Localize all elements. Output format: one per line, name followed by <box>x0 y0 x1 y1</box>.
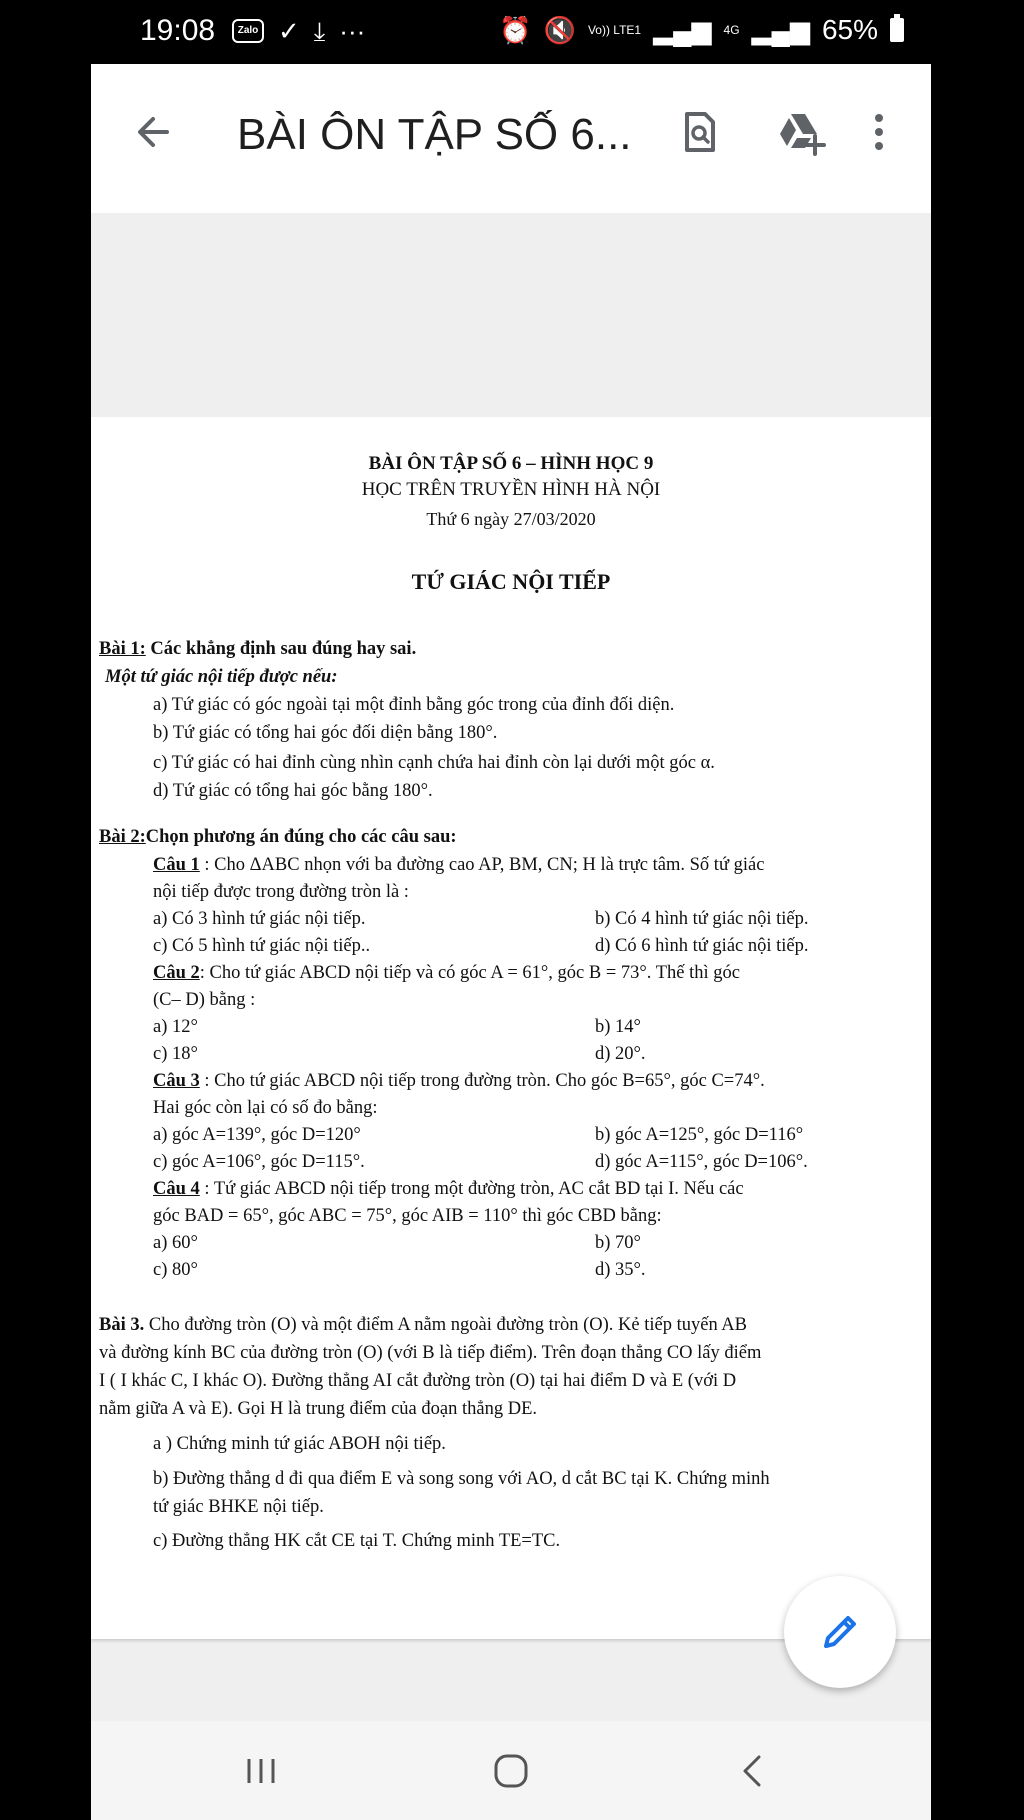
find-in-page-icon <box>669 102 729 162</box>
more-vert-icon <box>865 102 925 162</box>
home-button[interactable] <box>489 1749 533 1793</box>
cau1-option-d: d) Có 6 hình tứ giác nội tiếp. <box>595 936 809 956</box>
bai1-item-b: b) Tứ giác có tổng hai góc đối diện bằng 180°. <box>153 723 498 743</box>
volte-indicator: Vo)) LTE1 <box>587 23 642 37</box>
doc-header-title: BÀI ÔN TẬP SỐ 6 – HÌNH HỌC 9 <box>368 453 654 474</box>
cau2-option-d: d) 20°. <box>595 1044 646 1064</box>
cau2-option-a: a) 12° <box>153 1017 198 1037</box>
home-icon <box>489 1749 533 1793</box>
pencil-icon <box>818 1610 862 1654</box>
pdf-viewer-app <box>91 64 931 1820</box>
status-bar <box>0 0 1024 64</box>
status-time: 19:08 <box>140 14 216 47</box>
bai3-line1: Bài 3. Cho đường tròn (O) và một điểm A nằm ngoài đường tròn (O). Kẻ tiếp tuyến AB <box>99 1315 748 1335</box>
cau3-line2: Hai góc còn lại có số đo bằng: <box>153 1098 378 1118</box>
signal-icon: ▂▄▆ <box>653 15 712 45</box>
find-in-document-button[interactable] <box>669 102 729 162</box>
cau2-option-c: c) 18° <box>153 1044 198 1064</box>
bai3-part-a: a ) Chứng minh tứ giác ABOH nội tiếp. <box>153 1434 446 1454</box>
cau3-option-a: a) góc A=139°, góc D=120° <box>153 1125 361 1145</box>
cau2-line2: (C– D) bằng : <box>153 990 256 1010</box>
battery-percent: 65% <box>821 14 878 45</box>
bai2-heading: Bài 2:Chọn phương án đúng cho các câu sau: <box>99 827 457 847</box>
bai1-item-a: a) Tứ giác có góc ngoài tại một đỉnh bằng góc trong của đỉnh đối diện. <box>153 695 675 715</box>
cau4-option-c: c) 80° <box>153 1260 198 1280</box>
cau1-line1: Câu 1 : Cho ΔABC nhọn với ba đường cao AP, BM, CN; H là trực tâm. Số tứ giác <box>153 855 765 875</box>
signal-icon-2: ▂▄▆ <box>751 15 810 45</box>
cau4-option-a: a) 60° <box>153 1233 198 1253</box>
notification-icons <box>232 16 365 46</box>
bai3-line3: I ( I khác C, I khác O). Đường thẳng AI cắt đường tròn (O) tại hai điểm D và E (với D <box>99 1371 737 1391</box>
bai3-line4: nằm giữa A và E). Gọi H là trung điểm của đoạn thẳng DE. <box>99 1399 537 1419</box>
bai3-line2: và đường kính BC của đường tròn (O) (với B là tiếp điểm). Trên đoạn thẳng CO lấy điểm <box>99 1343 762 1363</box>
recent-apps-icon <box>239 1749 283 1793</box>
add-to-drive-button[interactable] <box>771 102 831 162</box>
bai1-heading: Bài 1: Các khẳng định sau đúng hay sai. <box>99 639 417 659</box>
chevron-left-icon <box>731 1749 775 1793</box>
arrow-back-icon <box>125 102 185 162</box>
cau3-option-d: d) góc A=115°, góc D=106°. <box>595 1152 808 1172</box>
download-done-icon: ✓ <box>278 16 300 46</box>
cau3-option-c: c) góc A=106°, góc D=115°. <box>153 1152 365 1172</box>
more-options-button[interactable] <box>865 102 925 162</box>
cau4-option-b: b) 70° <box>595 1233 641 1253</box>
cau3-line1: Câu 3 : Cho tứ giác ABCD nội tiếp trong đường tròn. Cho góc B=65°, góc C=74°. <box>153 1071 765 1091</box>
cau4-option-d: d) 35°. <box>595 1260 646 1280</box>
alarm-icon: ⏰ <box>499 15 532 45</box>
document-title: BÀI ÔN TẬP SỐ 6... <box>237 110 632 159</box>
cau1-option-b: b) Có 4 hình tứ giác nội tiếp. <box>595 909 809 929</box>
system-back-button[interactable] <box>731 1749 775 1793</box>
cau3-option-b: b) góc A=125°, góc D=116° <box>595 1125 804 1145</box>
cau4-line1: Câu 4 : Tứ giác ABCD nội tiếp trong một đường tròn, AC cắt BD tại I. Nếu các <box>153 1179 744 1199</box>
back-button[interactable] <box>125 102 185 162</box>
doc-header-subtitle: HỌC TRÊN TRUYỀN HÌNH HÀ NỘI <box>361 479 661 500</box>
cau4-line2: góc BAD = 65°, góc ABC = 75°, góc AIB = 110° thì góc CBD bằng: <box>153 1206 662 1226</box>
network-type: 4G <box>723 23 740 37</box>
system-navigation-bar <box>91 1721 931 1820</box>
drive-add-icon <box>771 102 831 162</box>
more-notifications: ··· <box>339 16 366 46</box>
bai1-subheading: Một tứ giác nội tiếp được nếu: <box>105 667 338 687</box>
battery-icon <box>890 18 904 42</box>
document-page[interactable] <box>91 417 931 1639</box>
bai1-item-c: c) Tứ giác có hai đỉnh cùng nhìn cạnh chứa hai đỉnh còn lại dưới một góc α. <box>153 753 715 773</box>
mute-icon: 🔇 <box>543 15 576 45</box>
zalo-icon: Zalo <box>232 19 264 43</box>
cau1-option-a: a) Có 3 hình tứ giác nội tiếp. <box>153 909 366 929</box>
recent-apps-button[interactable] <box>239 1749 283 1793</box>
doc-topic: TỨ GIÁC NỘI TIẾP <box>411 569 611 594</box>
cau2-line1: Câu 2: Cho tứ giác ABCD nội tiếp và có góc A = 61°, góc B = 73°. Thế thì góc <box>153 963 740 983</box>
cau1-line2: nội tiếp được trong đường tròn là : <box>153 882 409 902</box>
bai1-item-d: d) Tứ giác có tổng hai góc bằng 180°. <box>153 781 433 801</box>
edit-button[interactable] <box>784 1576 896 1688</box>
cau2-option-b: b) 14° <box>595 1017 641 1037</box>
bai3-part-c: c) Đường thẳng HK cắt CE tại T. Chứng minh TE=TC. <box>153 1531 561 1551</box>
doc-header-date: Thứ 6 ngày 27/03/2020 <box>426 509 596 529</box>
cau1-option-c: c) Có 5 hình tứ giác nội tiếp.. <box>153 936 371 956</box>
app-toolbar <box>91 64 931 213</box>
system-indicators <box>499 14 904 46</box>
page-gap <box>91 213 931 417</box>
download-icon: ⤓ <box>313 16 326 46</box>
bai3-part-b-line2: tứ giác BHKE nội tiếp. <box>153 1497 324 1517</box>
bai3-part-b-line1: b) Đường thẳng d đi qua điểm E và song song với AO, d cắt BC tại K. Chứng minh <box>153 1469 770 1489</box>
